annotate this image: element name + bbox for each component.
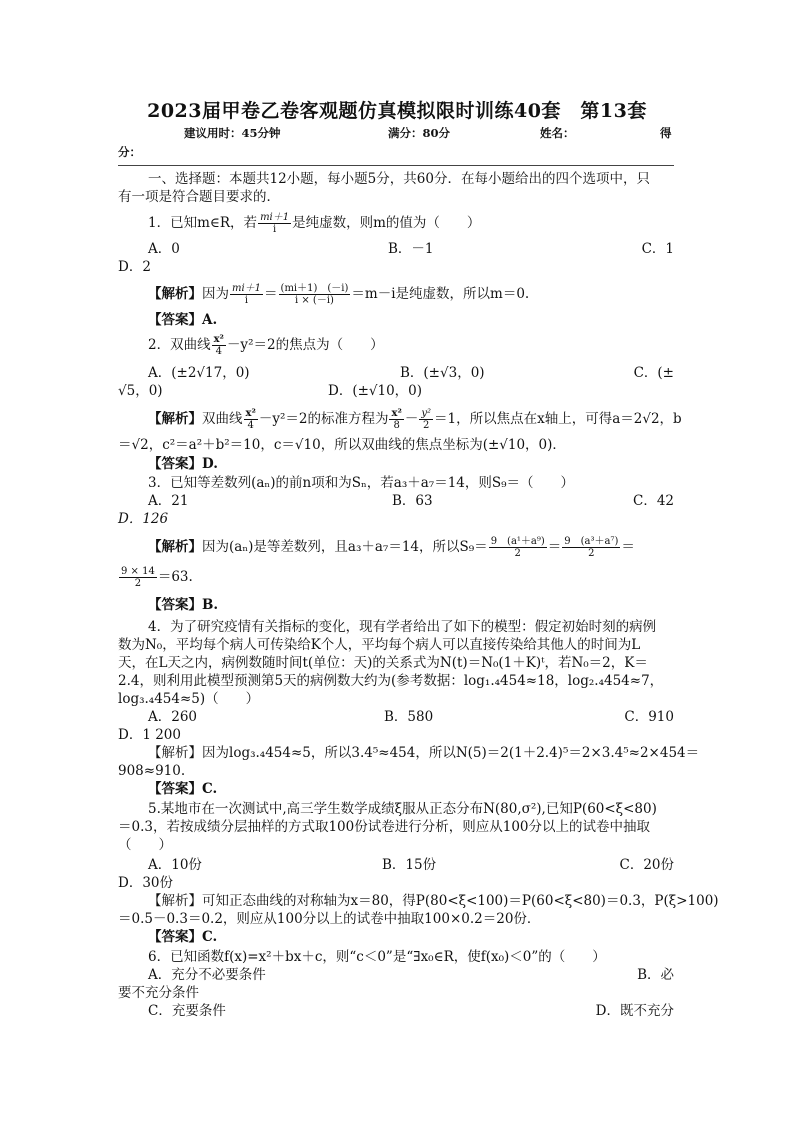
q1-stem-b: 是纯虚数，则m的值为（ ） [292, 215, 481, 231]
q4-analysis-line2: 908≈910. [118, 763, 186, 779]
q1-fraction [258, 212, 291, 235]
q1-analysis-frac1 [230, 283, 263, 306]
q4-analysis-line1: 【解析】因为log₃.₄454≈5，所以3.4⁵≈454，所以N(5)＝2(1＋2.4)⁵＝2×3.4⁵≈2×454＝ [148, 745, 700, 761]
q1-option-d: D．2 [118, 259, 151, 275]
q2-answer: 【答案】D. [148, 456, 218, 472]
q3-analysis-b: ＝63. [157, 569, 193, 585]
q2-stem [148, 334, 678, 357]
q1-option-a: A．0 [148, 241, 180, 257]
q1-analysis-b: ＝m－i是纯虚数，所以m＝0. [351, 286, 530, 302]
section-intro-line2: 有一项是符合题目要求的． [118, 189, 280, 205]
q1-frac-num: mi＋1 [260, 212, 290, 223]
q1-analysis-frac1-den: i [244, 295, 249, 306]
q2-stem-b: －y²＝2的焦点为（ ） [226, 337, 384, 353]
q3-analysis-frac2 [562, 536, 620, 559]
q4-stem-line3: 天，在L天之内，病例数随时间t(单位：天)的关系式为N(t)＝N₀(1＋K)ᵗ，若N₀＝2，K＝ [118, 655, 648, 671]
q5-option-a: A．10份 [148, 857, 202, 873]
q1-stem-a: 1．已知m∈R，若 [148, 215, 258, 231]
q1-option-c: C．1 [641, 241, 674, 257]
q4-option-c: C．910 [624, 709, 674, 725]
q2-frac-num: x² [213, 334, 224, 345]
q2-analysis-frac2-den: 8 [393, 420, 400, 431]
q3-analysis-frac2-den: 2 [588, 548, 595, 559]
q3-analysis-frac3 [119, 566, 157, 589]
q5-answer: 【答案】C. [148, 929, 218, 945]
q5-option-b: B．15份 [382, 857, 437, 873]
q5-analysis-line1: 【解析】可知正态曲线的对称轴为x＝80，得P(80<ξ<100)＝P(60<ξ<80)＝0.3，P(ξ>100) [148, 893, 719, 909]
q6-option-c: C．充要条件 [148, 1003, 226, 1019]
q2-fraction [212, 334, 226, 357]
q3-stem: 3．已知等差数列(aₙ)的前n项和为Sₙ，若a₃＋a₇＝14，则S₉＝（ ） [148, 475, 575, 491]
q5-stem-line1: 5.某地市在一次测试中,高三学生数学成绩ξ服从正态分布N(80,σ²),已知P(60<ξ<80) [148, 801, 657, 817]
q5-stem-line2: ＝0.3，若按成绩分层抽样的方式取100份试卷进行分析，则应从100分以上的试卷中抽取 [118, 819, 651, 835]
q1-analysis-a: 因为 [202, 286, 229, 302]
q4-option-d: D．1 200 [118, 727, 181, 743]
q2-analysis-frac3-den: 2 [422, 420, 430, 431]
q6-option-b-cont: 要不充分条件 [118, 985, 199, 1001]
q6-option-d: D．既不充分 [595, 1003, 674, 1019]
score-label: 满分：80分 [388, 126, 451, 140]
q3-analysis-label: 【解析】 [148, 539, 202, 555]
q5-stem-line3: （ ） [118, 837, 172, 853]
q3-option-d: D．126 [118, 511, 169, 527]
q3-option-b: B．63 [392, 493, 433, 509]
q3-option-a: A．21 [148, 493, 189, 509]
q2-frac-den: 4 [215, 346, 222, 357]
q2-option-c: C．(± [633, 365, 674, 381]
q2-analysis-b: －y²＝2的标准方程为 [258, 411, 389, 427]
q1-analysis-frac2-num: (mi＋1) (－i) [280, 283, 349, 294]
q2-option-row2 [118, 382, 678, 400]
q4-stem-line4: 2.4，则利用此模型预测第5天的病例数大约为(参考数据：log₁.₄454≈18，log₂.₄454≈7， [118, 673, 664, 689]
q1-analysis: 【解析】因为 $\frac{mi+1}{i}$ ＝ $\frac{(mi+1) (-i)}{i \times (-i)}$ ＝m－i是纯虚数，所以m＝0. [148, 283, 530, 306]
q4-stem-line2: 数为N₀，平均每个病人可传染给K个人，平均每个病人可以直接传染给其他人的时间为L [118, 637, 641, 653]
q3-analysis-frac2-num: 9 (a³＋a⁷) [564, 536, 619, 547]
q2-option-b: B．(±√3，0) [400, 365, 485, 381]
q2-option-a: A．(±2√17，0) [148, 365, 250, 381]
q4-option-b: B．580 [384, 709, 434, 725]
q4-answer: 【答案】C. [148, 781, 218, 797]
q1-frac-den: i [272, 224, 277, 235]
q3-analysis-a: 因为(aₙ)是等差数列，且a₃＋a₇＝14，所以S₉＝ [202, 539, 488, 555]
q2-analysis-a: 双曲线 [202, 411, 243, 427]
q2-analysis-c: ＝1，所以焦点在x轴上，可得a＝2√2，b [434, 411, 682, 427]
q5-analysis-line2: ＝0.5－0.3＝0.2，则应从100分以上的试卷中抽取100×0.2＝20份． [118, 911, 541, 927]
q2-analysis-frac3-num: y² [421, 408, 431, 419]
q3-analysis-frac1-num: 9 (a¹＋a⁹) [490, 536, 545, 547]
q1-analysis-frac2 [279, 283, 351, 306]
q2-analysis-frac1 [244, 408, 258, 431]
header-divider [118, 165, 674, 166]
q3-answer: 【答案】B. [148, 597, 219, 613]
q3-analysis-line1: 【解析】因为(aₙ)是等差数列，且a₃＋a₇＝14，所以S₉＝ $\frac{\text{9 (a¹＋a⁹)}}{2}$ ＝ $\frac{\text{9 (a³＋a⁷)}}{2}$ ＝ [148, 536, 635, 559]
q5-option-d: D．30份 [118, 875, 174, 891]
name-label: 姓名： [540, 126, 575, 140]
q1-analysis-frac1-num: mi＋1 [232, 283, 262, 294]
q6-stem: 6．已知函数f(x)=x²＋bx＋c，则“c＜0”是“∃x₀∈R，使f(x₀)＜0”的（ ） [148, 949, 606, 965]
q2-analysis-frac2 [389, 408, 403, 431]
q2-analysis-frac3 [419, 408, 433, 431]
de-label: 得 [660, 126, 672, 140]
q4-option-a: A．260 [148, 709, 198, 725]
q2-analysis-frac2-num: x² [391, 408, 402, 419]
q2-analysis-line1: 【解析】双曲线 $\frac{\text{x²}}{4}$ －y²＝2的标准方程为 $\frac{\text{x²}}{8}$ － $\frac{\text{y²}}{2}$ ＝1，所以焦点在x轴上，可得a＝2√2，b [148, 408, 682, 431]
q2-option-c-cont: √5，0) [118, 383, 163, 399]
q4-stem-line5: log₃.₄454≈5)（ ） [118, 691, 260, 707]
q1-stem [148, 212, 678, 235]
q2-analysis-line2: ＝√2，c²＝a²＋b²＝10，c＝√10，所以双曲线的焦点坐标为(±√10，0)． [118, 437, 566, 453]
q2-analysis-frac1-den: 4 [247, 420, 254, 431]
q2-analysis-label: 【解析】 [148, 411, 202, 427]
q1-answer: 【答案】A. [148, 312, 218, 328]
fen-label: 分： [118, 145, 141, 159]
q3-analysis-frac3-num: 9 × 14 [121, 566, 155, 577]
q1-analysis-label: 【解析】 [148, 286, 202, 302]
section-intro-line1: 一、选择题：本题共12小题，每小题5分，共60分．在每小题给出的四个选项中，只 [148, 171, 650, 187]
q3-analysis-eq: ＝ [547, 539, 562, 555]
q5-option-c: C．20份 [619, 857, 674, 873]
page-title: 2023届甲卷乙卷客观题仿真模拟限时训练40套 第13套 [147, 100, 647, 122]
time-label: 建议用时：45分钟 [184, 126, 281, 140]
q4-stem-line1: 4．为了研究疫情有关指标的变化，现有学者给出了如下的模型：假定初始时刻的病例 [148, 619, 657, 635]
q2-option-d: D．(±√10，0) [328, 383, 423, 399]
q3-analysis-frac1 [489, 536, 547, 559]
q6-option-b: B．必 [637, 967, 674, 983]
q3-analysis-frac1-den: 2 [514, 548, 521, 559]
q3-option-c: C．42 [632, 493, 674, 509]
q2-analysis-frac1-num: x² [245, 408, 256, 419]
q3-analysis-line2 [118, 566, 678, 589]
q3-analysis-frac3-den: 2 [134, 578, 142, 589]
q6-option-a: A．充分不必要条件 [148, 967, 266, 983]
q2-stem-a: 2．双曲线 [148, 337, 211, 353]
q1-analysis-frac2-den: i × (－i) [295, 295, 334, 306]
q1-option-b: B．－1 [388, 241, 434, 257]
